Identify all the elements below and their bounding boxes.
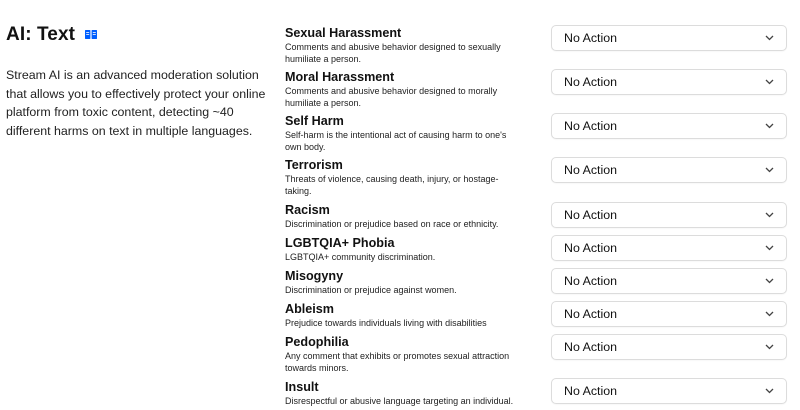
action-select-value: No Action xyxy=(564,31,618,45)
rule-text xyxy=(285,335,520,374)
rule-text xyxy=(285,114,520,153)
action-select-value: No Action xyxy=(564,340,618,354)
rule-text xyxy=(285,203,520,231)
rule-description: Comments and abusive behavior designed to morally humiliate a person. xyxy=(285,86,498,108)
rule-text xyxy=(285,269,520,297)
chevron-down-icon xyxy=(765,123,774,129)
rule-title: Terrorism xyxy=(285,158,343,172)
book-icon[interactable] xyxy=(85,30,97,40)
action-select-value: No Action xyxy=(564,119,618,133)
action-select[interactable] xyxy=(551,301,787,327)
action-select-value: No Action xyxy=(564,75,618,89)
action-select[interactable] xyxy=(551,202,787,228)
action-select[interactable] xyxy=(551,69,787,95)
rule-description: Threats of violence, causing death, injury, or hostage-taking. xyxy=(285,174,499,196)
chevron-down-icon xyxy=(765,79,774,85)
action-select-value: No Action xyxy=(564,163,618,177)
chevron-down-icon xyxy=(765,344,774,350)
rule-title: Insult xyxy=(285,380,319,394)
action-select-value: No Action xyxy=(564,208,618,222)
rule-description: Disrespectful or abusive language targeting an individual. xyxy=(285,396,514,406)
action-select-value: No Action xyxy=(564,241,618,255)
action-select[interactable] xyxy=(551,268,787,294)
rule-description: Any comment that exhibits or promotes sexual attraction towards minors. xyxy=(285,351,510,373)
action-select[interactable] xyxy=(551,334,787,360)
action-select[interactable] xyxy=(551,113,787,139)
chevron-down-icon xyxy=(765,245,774,251)
section-info xyxy=(6,24,266,140)
rule-text xyxy=(285,158,520,197)
chevron-down-icon xyxy=(765,278,774,284)
rule-text xyxy=(285,302,520,330)
title-row xyxy=(6,24,266,46)
chevron-down-icon xyxy=(765,311,774,317)
rule-text xyxy=(285,70,520,109)
chevron-down-icon xyxy=(765,388,774,394)
rule-title: Self Harm xyxy=(285,114,344,128)
rule-description: Self-harm is the intentional act of causing harm to one's own body. xyxy=(285,130,507,152)
rule-title: Moral Harassment xyxy=(285,70,395,84)
chevron-down-icon xyxy=(765,167,774,173)
rule-title: Racism xyxy=(285,203,330,217)
rule-text xyxy=(285,380,520,408)
rule-description: Discrimination or prejudice against women. xyxy=(285,285,457,295)
rule-title: LGBTQIA+ Phobia xyxy=(285,236,395,250)
rule-description: LGBTQIA+ community discrimination. xyxy=(285,252,436,262)
action-select[interactable] xyxy=(551,378,787,404)
action-select[interactable] xyxy=(551,25,787,51)
rule-title: Misogyny xyxy=(285,269,344,283)
action-select[interactable] xyxy=(551,157,787,183)
rule-title: Sexual Harassment xyxy=(285,26,402,40)
section-description: Stream AI is an advanced moderation solution that allows you to effectively protect your online platform from toxic content, detecting ~40 different harms on text in multiple languages. xyxy=(6,68,266,138)
rule-description: Comments and abusive behavior designed to sexually humiliate a person. xyxy=(285,42,501,64)
rule-title: Ableism xyxy=(285,302,334,316)
rule-text xyxy=(285,236,520,264)
chevron-down-icon xyxy=(765,212,774,218)
action-select-value: No Action xyxy=(564,274,618,288)
rule-description: Prejudice towards individuals living with disabilities xyxy=(285,318,487,328)
chevron-down-icon xyxy=(765,35,774,41)
action-select[interactable] xyxy=(551,235,787,261)
rule-text xyxy=(285,26,520,65)
action-select-value: No Action xyxy=(564,307,618,321)
rule-description: Discrimination or prejudice based on race or ethnicity. xyxy=(285,219,499,229)
action-select-value: No Action xyxy=(564,384,618,398)
page-title: AI: Text xyxy=(6,24,76,45)
rule-title: Pedophilia xyxy=(285,335,349,349)
